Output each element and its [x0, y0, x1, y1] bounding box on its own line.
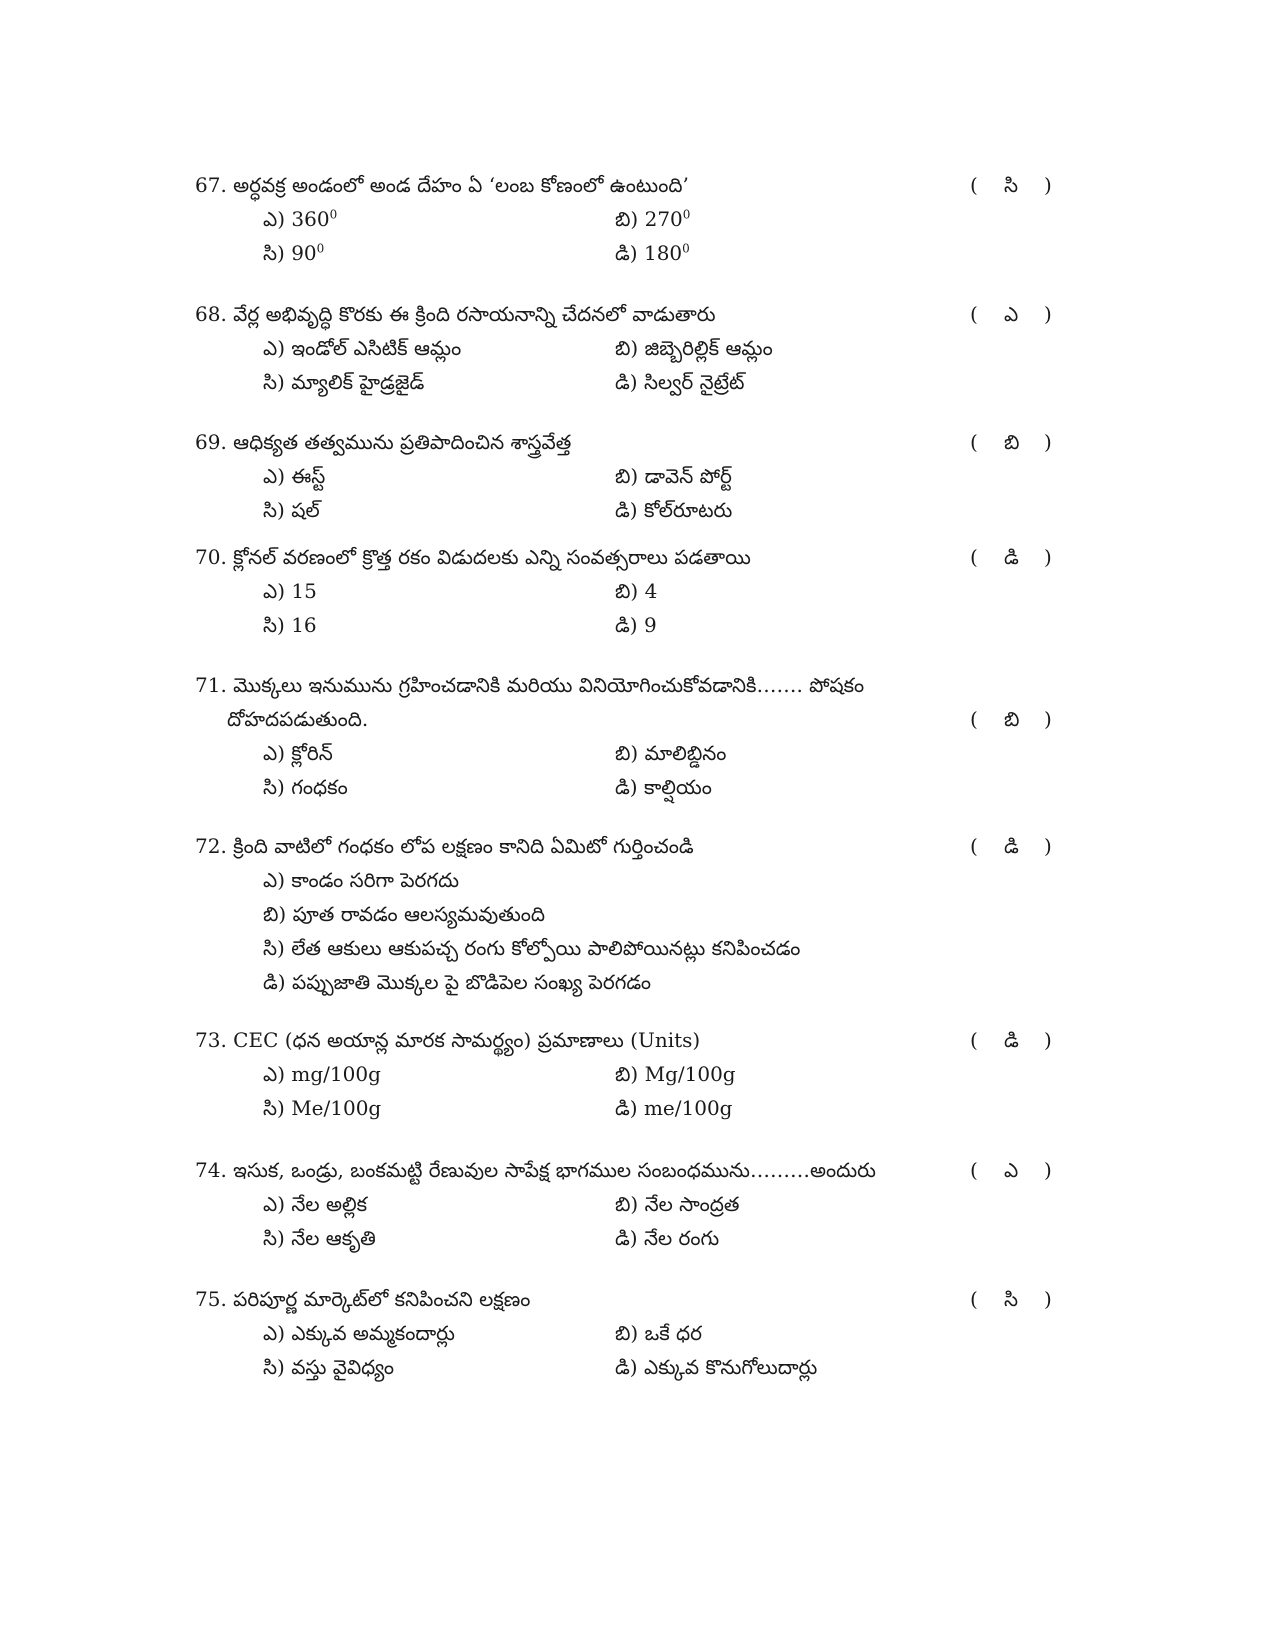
option-b: బి) జిబ్బెరిల్లిక్ ఆమ్లం [615, 336, 773, 360]
option-a: ఎ) నేల అల్లిక [263, 1192, 368, 1216]
answer-value: డి [1004, 834, 1019, 858]
option-a: ఎ) mg/100g [263, 1062, 381, 1086]
option-d: డి) కోల్‌రూటరు [615, 498, 733, 522]
option-a: ఎ) ఇండోల్ ఎసిటిక్ ఆమ్లం [263, 336, 462, 360]
options [263, 1187, 1055, 1255]
question-stem [195, 829, 1055, 863]
option-d: డి) $180^0$ [615, 241, 690, 265]
answer-key: ( ఎ ) [970, 1153, 1050, 1187]
answer-value: సి [1004, 173, 1019, 197]
option-b: బి) మాలిబ్డినం [615, 741, 727, 765]
options [263, 736, 1055, 804]
question-stem [195, 540, 1055, 574]
question-text: పరిపూర్ణ మార్కెట్‌లో కనిపించని లక్షణం [233, 1287, 531, 1311]
question-74 [195, 1153, 1055, 1255]
answer-key: ( సి ) [970, 1282, 1050, 1316]
option-a: ఎ) క్లోరిన్ [263, 741, 333, 765]
option-c: సి) Me/100g [263, 1096, 382, 1120]
question-text: ఇసుక, ఒండ్రు, బంకమట్టి రేణువుల సాపేక్ష భాగముల సంబంధమును………అందురు [233, 1158, 876, 1182]
question-number: 75. [195, 1287, 227, 1311]
option-a: ఎ) ఎక్కువ అమ్మకందార్లు [263, 1321, 455, 1345]
option-c: సి) 16 [263, 613, 317, 637]
answer-key: ( బి ) [970, 425, 1050, 459]
option-c: సి) మ్యాలిక్ హైడ్రజైడ్ [263, 370, 425, 394]
option-d: డి) me/100g [615, 1096, 733, 1120]
option-b: బి) 4 [615, 579, 658, 603]
options [263, 1057, 1055, 1125]
question-number: 68. [195, 302, 227, 326]
option-d: డి) సిల్వర్ నైట్రేట్ [615, 370, 745, 394]
question-text-continued: దోహదపడుతుంది. [227, 707, 369, 731]
answer-key: ( సి ) [970, 168, 1050, 202]
options [263, 459, 1055, 527]
option-d: డి) ఎక్కువ కొనుగోలుదార్లు [615, 1355, 818, 1379]
question-number: 72. [195, 834, 227, 858]
option-c: సి) లేత ఆకులు ఆకుపచ్చ రంగు కోల్పోయి పాలిపోయినట్లు కనిపించడం [263, 936, 801, 960]
question-70 [195, 540, 1055, 642]
question-stem [195, 668, 1055, 702]
question-73 [195, 1023, 1055, 1125]
option-d: డి) కాల్షియం [615, 775, 712, 799]
answer-value: డి [1004, 1028, 1019, 1052]
question-text: వేర్ల అభివృద్ధి కొరకు ఈ క్రింది రసాయనాన్ని చేదనలో వాడుతారు [233, 302, 716, 326]
question-number: 69. [195, 430, 227, 454]
question-text: అర్ధవక్ర అండంలో అండ దేహం ఏ ‘లంబ కోణంలో ఉంటుంది’ [233, 173, 689, 197]
question-stem [195, 168, 1055, 202]
option-c: సి) వస్తు వైవిధ్యం [263, 1355, 395, 1379]
answer-value: బి [1004, 430, 1020, 454]
answer-value: సి [1004, 1287, 1019, 1311]
answer-key: ( ఎ ) [970, 297, 1050, 331]
question-stem [195, 1153, 1055, 1187]
question-number: 74. [195, 1158, 227, 1182]
option-b: బి) ఒకే ధర [615, 1321, 702, 1345]
answer-value: డి [1004, 545, 1019, 569]
question-71 [195, 668, 1055, 804]
question-text: క్రింది వాటిలో గంధకం లోప లక్షణం కానిది ఏమిటో గుర్తించండి [233, 834, 694, 858]
option-a: ఎ) ఈస్ట్ [263, 464, 326, 488]
question-number: 71. [195, 673, 227, 697]
answer-key: ( డి ) [970, 540, 1050, 574]
answer-value: బి [1004, 707, 1020, 731]
question-stem-continued [195, 702, 1055, 736]
option-b: బి) పూత రావడం ఆలస్యమవుతుంది [263, 902, 546, 926]
answer-value: ఎ [1004, 1158, 1019, 1182]
option-d: డి) 9 [615, 613, 657, 637]
option-b: బి) నేల సాంద్రత [615, 1192, 740, 1216]
option-a: ఎ) 15 [263, 579, 317, 603]
question-69 [195, 425, 1055, 527]
question-68 [195, 297, 1055, 399]
option-d: డి) నేల రంగు [615, 1226, 720, 1250]
question-stem [195, 1023, 1055, 1057]
answer-key: ( డి ) [970, 829, 1050, 863]
question-text: క్లోనల్ వరణంలో క్రొత్త రకం విడుదలకు ఎన్ని సంవత్సరాలు పడతాయి [233, 545, 751, 569]
options [263, 331, 1055, 399]
question-67 [195, 168, 1055, 270]
question-stem [195, 297, 1055, 331]
question-number: 70. [195, 545, 227, 569]
option-b: బి) $270^0$ [615, 207, 691, 231]
answer-value: ఎ [1004, 302, 1019, 326]
question-stem [195, 425, 1055, 459]
option-c: సి) $90^0$ [263, 241, 325, 265]
answer-key: ( బి ) [970, 702, 1050, 736]
option-c: సి) గంధకం [263, 775, 348, 799]
option-a: ఎ) $360^0$ [263, 207, 338, 231]
question-text: CEC (ధన అయాన్ల మారక సామర్థ్యం) ప్రమాణాలు (Units) [233, 1028, 701, 1052]
options [263, 1316, 1055, 1384]
option-b: బి) డావెన్ పోర్ట్ [615, 464, 732, 488]
option-b: బి) Mg/100g [615, 1062, 736, 1086]
option-c: సి) షల్ [263, 498, 320, 522]
options [263, 863, 1055, 999]
question-text: ఆధిక్యత తత్వమును ప్రతిపాదించిన శాస్త్రవేత్త [233, 430, 572, 454]
option-a: ఎ) కాండం సరిగా పెరగదు [263, 868, 460, 892]
question-text: మొక్కలు ఇనుమును గ్రహించడానికి మరియు వినియోగించుకోవడానికి……. పోషకం [233, 673, 865, 697]
answer-key: ( డి ) [970, 1023, 1050, 1057]
option-c: సి) నేల ఆకృతి [263, 1226, 376, 1250]
question-number: 73. [195, 1028, 227, 1052]
options [263, 202, 1055, 270]
question-72 [195, 829, 1055, 999]
question-number: 67. [195, 173, 227, 197]
question-stem [195, 1282, 1055, 1316]
option-d: డి) పప్పుజాతి మొక్కల పై బొడిపెల సంఖ్య పెరగడం [263, 970, 652, 994]
options [263, 574, 1055, 642]
question-75 [195, 1282, 1055, 1384]
